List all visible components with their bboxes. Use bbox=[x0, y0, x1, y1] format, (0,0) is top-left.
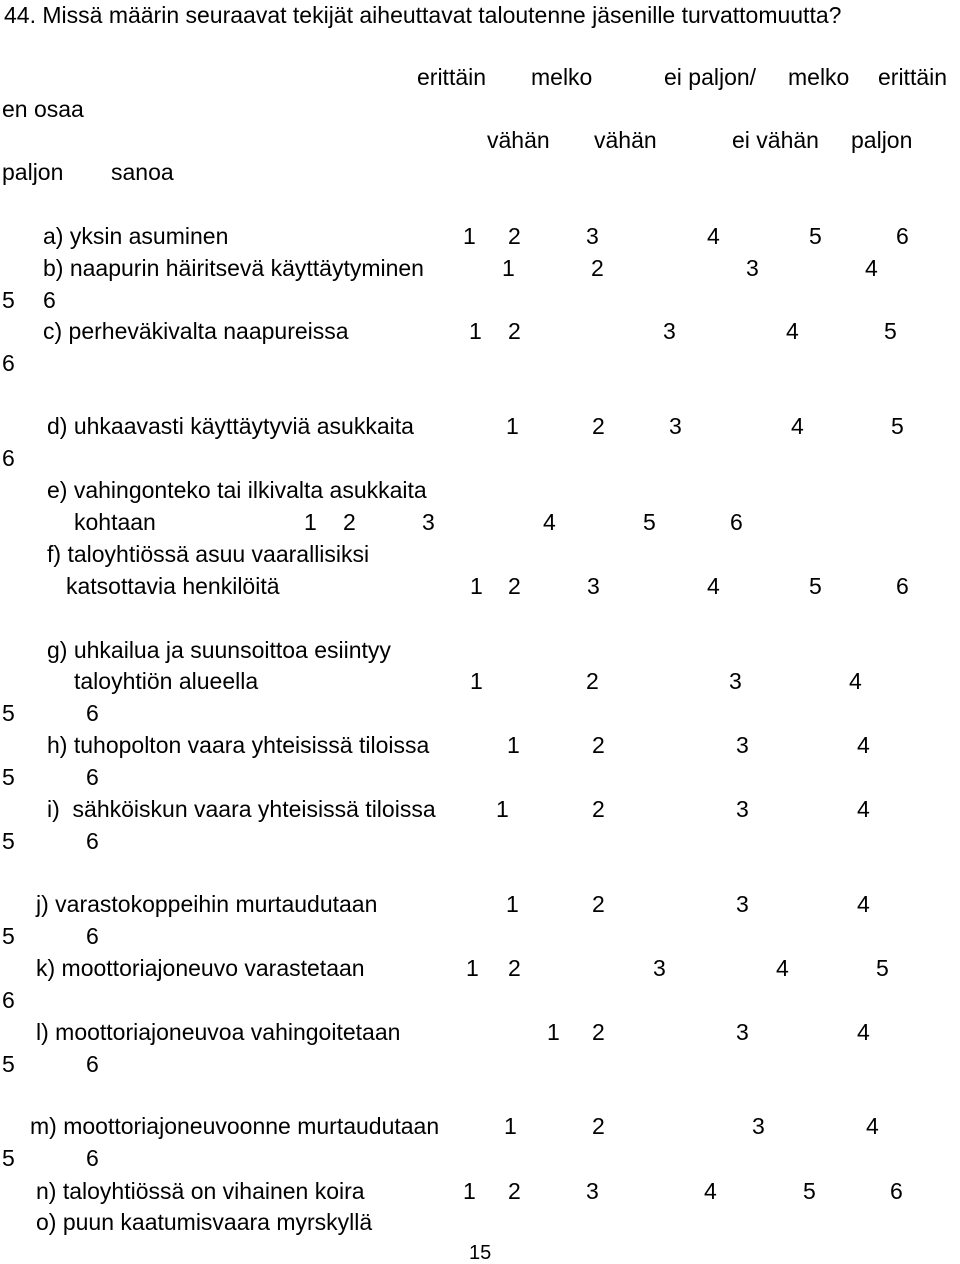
header-sanoa: sanoa bbox=[111, 159, 174, 185]
item-c-label: c) perheväkivalta naapureissa bbox=[43, 318, 349, 344]
item-c-option-2: 2 bbox=[508, 318, 521, 344]
item-m-option-1: 1 bbox=[504, 1113, 517, 1139]
item-e-label-continued: kohtaan bbox=[74, 509, 156, 535]
item-b-option-2: 2 bbox=[591, 255, 604, 281]
item-l-label: l) moottoriajoneuvoa vahingoitetaan bbox=[36, 1019, 401, 1045]
item-k-option-4: 4 bbox=[776, 955, 789, 981]
item-k-option-1: 1 bbox=[466, 955, 479, 981]
item-b-option-5: 5 bbox=[2, 287, 15, 313]
item-l-option-3: 3 bbox=[736, 1019, 749, 1045]
item-h-option-5: 5 bbox=[2, 764, 15, 790]
item-a-option-3: 3 bbox=[586, 223, 599, 249]
item-g-option-6: 6 bbox=[86, 700, 99, 726]
item-f-option-5: 5 bbox=[809, 573, 822, 599]
item-i-option-6: 6 bbox=[86, 828, 99, 854]
item-o-label: o) puun kaatumisvaara myrskyllä bbox=[36, 1209, 373, 1235]
item-g-option-5: 5 bbox=[2, 700, 15, 726]
item-g-option-2: 2 bbox=[586, 668, 599, 694]
item-d-option-6: 6 bbox=[2, 445, 15, 471]
item-d-option-1: 1 bbox=[506, 413, 519, 439]
item-f-option-2: 2 bbox=[508, 573, 521, 599]
item-l-option-2: 2 bbox=[592, 1019, 605, 1045]
item-i-option-1: 1 bbox=[496, 796, 509, 822]
item-n-label: n) taloyhtiössä on vihainen koira bbox=[36, 1178, 365, 1204]
item-m-label: m) moottoriajoneuvoonne murtaudutaan bbox=[30, 1113, 440, 1139]
item-j-option-6: 6 bbox=[86, 923, 99, 949]
item-m-option-3: 3 bbox=[752, 1113, 765, 1139]
item-a-option-6: 6 bbox=[896, 223, 909, 249]
item-l-option-6: 6 bbox=[86, 1051, 99, 1077]
item-m-option-5: 5 bbox=[2, 1145, 15, 1171]
item-k-option-3: 3 bbox=[653, 955, 666, 981]
header-vahan-2: vähän bbox=[594, 127, 657, 153]
item-l-option-1: 1 bbox=[547, 1019, 560, 1045]
item-n-option-4: 4 bbox=[704, 1178, 717, 1204]
item-b-label: b) naapurin häiritsevä käyttäytyminen bbox=[43, 255, 424, 281]
item-d-option-3: 3 bbox=[669, 413, 682, 439]
item-f-label-continued: katsottavia henkilöitä bbox=[66, 573, 280, 599]
item-i-option-5: 5 bbox=[2, 828, 15, 854]
item-g-option-4: 4 bbox=[849, 668, 862, 694]
header-erittain-2: erittäin bbox=[878, 64, 948, 90]
item-h-option-3: 3 bbox=[736, 732, 749, 758]
item-c-option-3: 3 bbox=[663, 318, 676, 344]
item-a-option-1: 1 bbox=[463, 223, 476, 249]
item-i-option-2: 2 bbox=[592, 796, 605, 822]
item-l-option-4: 4 bbox=[857, 1019, 870, 1045]
item-i-label: i) sähköiskun vaara yhteisissä tiloissa bbox=[47, 796, 436, 822]
item-l-option-5: 5 bbox=[2, 1051, 15, 1077]
item-a-option-2: 2 bbox=[508, 223, 521, 249]
item-i-option-4: 4 bbox=[857, 796, 870, 822]
item-h-option-4: 4 bbox=[857, 732, 870, 758]
item-j-option-1: 1 bbox=[506, 891, 519, 917]
item-m-option-4: 4 bbox=[866, 1113, 879, 1139]
header-melko-2: melko bbox=[788, 64, 850, 90]
item-n-option-5: 5 bbox=[803, 1178, 816, 1204]
item-e-option-3: 3 bbox=[422, 509, 435, 535]
item-f-label: f) taloyhtiössä asuu vaarallisiksi bbox=[47, 541, 370, 567]
page-number: 15 bbox=[469, 1242, 492, 1264]
item-e-option-2: 2 bbox=[343, 509, 356, 535]
item-g-option-3: 3 bbox=[729, 668, 742, 694]
question-title: 44. Missä määrin seuraavat tekijät aiheuttavat taloutenne jäsenille turvattomuutta? bbox=[4, 2, 842, 28]
header-paljon-1: paljon bbox=[851, 127, 913, 153]
item-k-option-6: 6 bbox=[2, 987, 15, 1013]
item-f-option-4: 4 bbox=[707, 573, 720, 599]
header-ei-vahan: ei vähän bbox=[732, 127, 819, 153]
item-m-option-6: 6 bbox=[86, 1145, 99, 1171]
header-ei-paljon: ei paljon/ bbox=[664, 64, 757, 90]
item-g-label-continued: taloyhtiön alueella bbox=[74, 668, 259, 694]
header-erittain-1: erittäin bbox=[417, 64, 487, 90]
item-c-option-4: 4 bbox=[786, 318, 799, 344]
header-en-osaa: en osaa bbox=[2, 96, 84, 122]
header-melko-1: melko bbox=[531, 64, 593, 90]
item-b-option-1: 1 bbox=[502, 255, 515, 281]
item-f-option-3: 3 bbox=[587, 573, 600, 599]
item-j-option-3: 3 bbox=[736, 891, 749, 917]
item-n-option-6: 6 bbox=[890, 1178, 903, 1204]
item-e-label: e) vahingonteko tai ilkivalta asukkaita bbox=[47, 477, 427, 503]
item-d-option-2: 2 bbox=[592, 413, 605, 439]
item-j-option-2: 2 bbox=[592, 891, 605, 917]
item-n-option-3: 3 bbox=[586, 1178, 599, 1204]
item-g-option-1: 1 bbox=[470, 668, 483, 694]
item-j-option-5: 5 bbox=[2, 923, 15, 949]
header-vahan-1: vähän bbox=[487, 127, 550, 153]
item-d-option-4: 4 bbox=[791, 413, 804, 439]
item-c-option-5: 5 bbox=[884, 318, 897, 344]
item-c-option-1: 1 bbox=[469, 318, 482, 344]
item-a-label: a) yksin asuminen bbox=[43, 223, 229, 249]
item-h-option-1: 1 bbox=[507, 732, 520, 758]
item-g-label: g) uhkailua ja suunsoittoa esiintyy bbox=[47, 637, 391, 663]
item-f-option-6: 6 bbox=[896, 573, 909, 599]
item-j-label: j) varastokoppeihin murtaudutaan bbox=[36, 891, 378, 917]
item-e-option-1: 1 bbox=[304, 509, 317, 535]
item-h-label: h) tuhopolton vaara yhteisissä tiloissa bbox=[47, 732, 430, 758]
item-n-option-2: 2 bbox=[508, 1178, 521, 1204]
item-m-option-2: 2 bbox=[592, 1113, 605, 1139]
item-j-option-4: 4 bbox=[857, 891, 870, 917]
item-b-option-6: 6 bbox=[43, 287, 56, 313]
item-e-option-6: 6 bbox=[730, 509, 743, 535]
item-k-label: k) moottoriajoneuvo varastetaan bbox=[36, 955, 365, 981]
item-d-option-5: 5 bbox=[891, 413, 904, 439]
item-h-option-2: 2 bbox=[592, 732, 605, 758]
header-paljon-2: paljon bbox=[2, 159, 64, 185]
item-d-label: d) uhkaavasti käyttäytyviä asukkaita bbox=[47, 413, 414, 439]
item-f-option-1: 1 bbox=[470, 573, 483, 599]
item-b-option-3: 3 bbox=[746, 255, 759, 281]
item-i-option-3: 3 bbox=[736, 796, 749, 822]
item-n-option-1: 1 bbox=[463, 1178, 476, 1204]
item-a-option-4: 4 bbox=[707, 223, 720, 249]
item-e-option-4: 4 bbox=[543, 509, 556, 535]
item-h-option-6: 6 bbox=[86, 764, 99, 790]
item-b-option-4: 4 bbox=[865, 255, 878, 281]
item-e-option-5: 5 bbox=[643, 509, 656, 535]
item-k-option-2: 2 bbox=[508, 955, 521, 981]
item-c-option-6: 6 bbox=[2, 350, 15, 376]
item-a-option-5: 5 bbox=[809, 223, 822, 249]
item-k-option-5: 5 bbox=[876, 955, 889, 981]
